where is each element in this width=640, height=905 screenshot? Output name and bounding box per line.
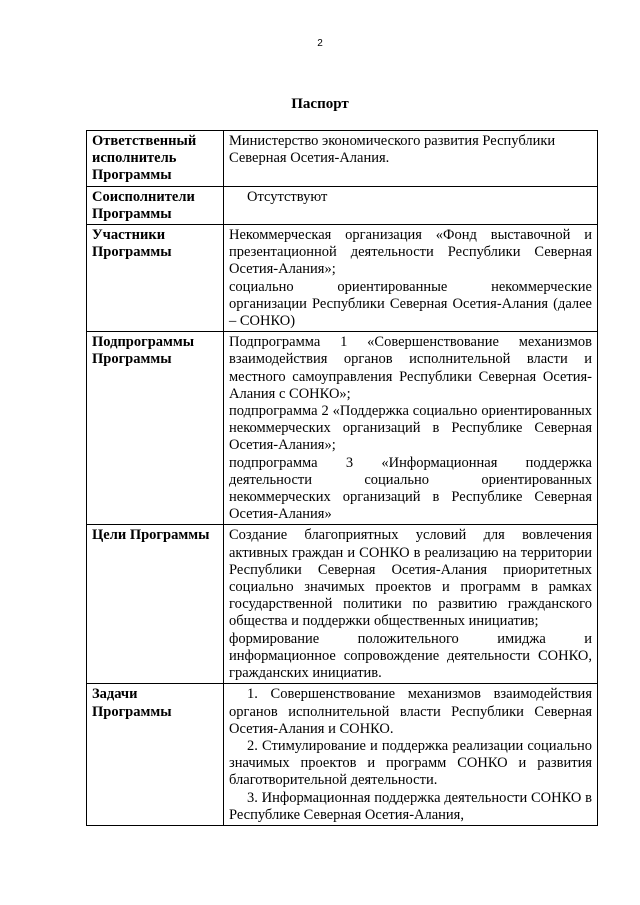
- paragraph: подпрограмма 3 «Информационная поддержка деятельности социально ориентированных некоммерческих организаций в Республике Северная Осетия-Алания»: [229, 454, 592, 523]
- row-label: Задачи Программы: [87, 684, 224, 826]
- paragraph: 2. Стимулирование и поддержка реализации социально значимых проектов и программ СОНКО и развития благотворительной деятельности.: [229, 737, 592, 789]
- row-value: [224, 525, 598, 684]
- table-row-goals: [87, 525, 598, 684]
- table-row-subprograms: [87, 332, 598, 525]
- paragraph: 3. Информационная поддержка деятельности СОНКО в Республике Северная Осетия-Алания,: [229, 789, 592, 823]
- paragraph: 1. Совершенствование механизмов взаимодействия органов исполнительной власти Республики Северная Осетия-Алания и СОНКО.: [229, 686, 592, 737]
- paragraph: Некоммерческая организация «Фонд выставочной и презентационной деятельности Республики Северная Осетия-Алания»;: [229, 227, 592, 278]
- table-row-responsible: [87, 131, 598, 187]
- table-row-participants: [87, 225, 598, 332]
- table-row-tasks: [87, 684, 598, 826]
- row-value: [224, 684, 598, 826]
- paragraph: Подпрограмма 1 «Совершенствование механизмов взаимодействия органов исполнительной власти и местного самоуправления Республики Северная Осетия-Алания с СОНКО»;: [229, 334, 592, 402]
- row-value: [224, 332, 598, 525]
- document-title: Паспорт: [291, 96, 349, 112]
- row-label: Цели Программы: [87, 525, 224, 684]
- paragraph: формирование положительного имиджа и информационное сопровождение деятельности СОНКО, гражданских инициатив.: [229, 630, 592, 682]
- paragraph: социально ориентированные некоммерческие организации Республики Северная Осетия-Алания (далее – СОНКО): [229, 278, 592, 330]
- row-value: [224, 131, 598, 187]
- row-label: Ответственный исполнитель Программы: [87, 131, 224, 187]
- paragraph: Отсутствуют: [247, 188, 328, 205]
- row-label: Соисполнители Программы: [87, 186, 224, 224]
- row-value: [224, 225, 598, 332]
- row-label: Подпрограммы Программы: [87, 332, 224, 525]
- page-number: 2: [317, 38, 323, 49]
- paragraph: Министерство экономического развития Республики Северная Осетия-Алания.: [229, 133, 556, 167]
- passport-table: [86, 130, 598, 826]
- row-label: Участники Программы: [87, 225, 224, 332]
- paragraph: Создание благоприятных условий для вовлечения активных граждан и СОНКО в реализацию на территории Республики Северная Осетия-Алания приоритетных социально значимых проектов и программ в рамках государственной политики по развитию гражданского общества и поддержки общественных инициатив;: [229, 527, 592, 630]
- row-value: [224, 186, 598, 224]
- table-row-coexecutors: [87, 186, 598, 224]
- paragraph: подпрограмма 2 «Поддержка социально ориентированных некоммерческих организаций в Республике Северная Осетия-Алания»;: [229, 403, 592, 454]
